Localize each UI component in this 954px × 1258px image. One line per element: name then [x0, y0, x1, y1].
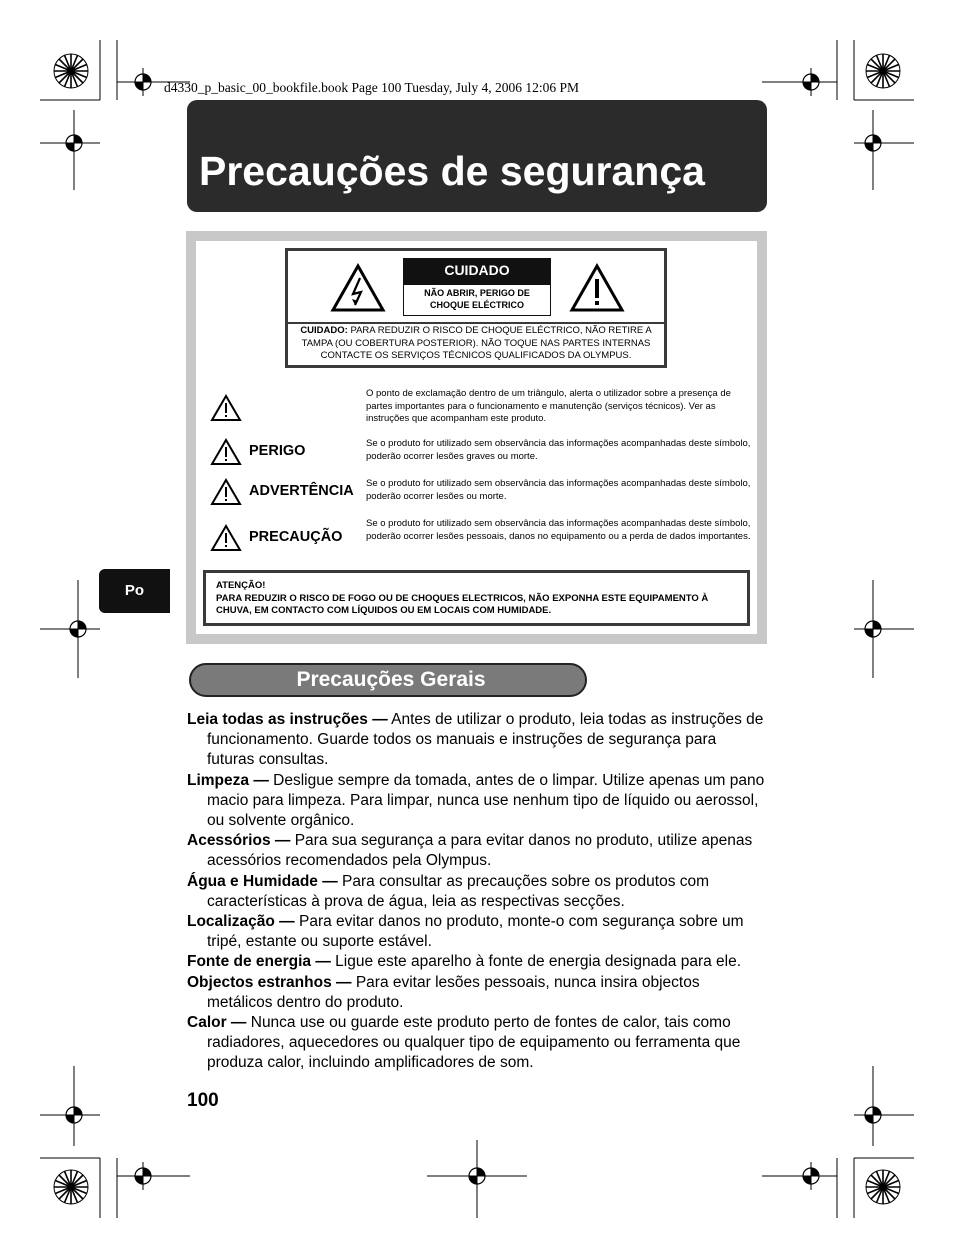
paragraph-term: Limpeza —	[187, 771, 269, 789]
symbol-desc: Se o produto for utilizado sem observância das informações acompanhadas deste símbolo, poderão ocorrer lesões pessoais, danos no equipamento ou a perda de dados importantes.	[366, 518, 751, 542]
symbol-desc: Se o produto for utilizado sem observância das informações acompanhadas deste símbolo, poderão ocorrer lesões graves ou morte.	[366, 438, 751, 462]
registration-mark	[54, 1170, 88, 1204]
symbol-desc: Se o produto for utilizado sem observância das informações acompanhadas deste símbolo, poderão ocorrer lesões ou morte.	[366, 478, 751, 502]
caution-label: CUIDADO	[403, 258, 551, 284]
caution-text-body: PARA REDUZIR O RISCO DE CHOQUE ELÉCTRICO, NÃO RETIRE A TAMPA (OU COBERTURA POSTERIOR). NÃO TOQUE NAS PARTES INTERNAS CONTACTE OS SERVIÇOS TÉCNICOS QUALIFICADOS DA OLYMPUS.	[301, 325, 652, 361]
registration-mark	[866, 54, 900, 88]
caution-sub-line2: CHOQUE ELÉCTRICO	[429, 300, 524, 310]
paragraph-term: Calor —	[187, 1014, 247, 1032]
paragraph-text: Antes de utilizar o produto, leia todas as instruções de funcionamento. Guarde todos os manuais e instruções de segurança para futuras consultas.	[207, 711, 764, 769]
registration-mark	[866, 1170, 900, 1204]
paragraph-text: Nunca use ou guarde este produto perto de fontes de calor, tais como radiadores, aquecedores ou qualquer tipo de equipamento ou ferramenta que produza calor, incluindo amplificadores de som.	[207, 1014, 741, 1072]
warning-body: PARA REDUZIR O RISCO DE FOGO OU DE CHOQUES ELECTRICOS, NÃO EXPONHA ESTE EQUIPAMENTO À CHUVA, EM CONTACTO COM LÍQUIDOS OU EM LOCAIS COM HUMIDADE.	[216, 592, 709, 616]
caution-text-bold: CUIDADO:	[300, 325, 348, 336]
symbol-label: PRECAUÇÃO	[249, 529, 343, 545]
symbol-desc: O ponto de exclamação dentro de um triângulo, alerta o utilizador sobre a presença de partes importantes para o funcionamento e manutenção (serviços técnicos). Ver as instruções que acompanham este produto.	[366, 388, 731, 424]
section-title: Precauções Gerais	[296, 668, 486, 691]
paragraph-term: Objectos estranhos —	[187, 973, 352, 991]
paragraph-term: Acessórios —	[187, 832, 291, 850]
print-header-line: d4330_p_basic_00_bookfile.book Page 100 Tuesday, July 4, 2006 12:06 PM	[164, 80, 579, 95]
paragraph-term: Localização —	[187, 913, 295, 931]
warning-heading: ATENÇÃO!	[216, 580, 266, 591]
page-title: Precauções de segurança	[199, 148, 705, 194]
paragraph-text: Ligue este aparelho à fonte de energia designada para ele.	[330, 953, 742, 971]
paragraph-text: Para consultar as precauções sobre os produtos com características à prova de água, leia as respectivas secções.	[207, 872, 710, 910]
paragraph-term: Água e Humidade —	[187, 872, 338, 890]
paragraph-text: Desligue sempre da tomada, antes de o limpar. Utilize apenas um pano macio para limpeza. Para limpar, nunca use nenhum tipo de líquido ou aerossol, ou solvente orgânico.	[207, 771, 765, 830]
paragraph-text: Para evitar lesões pessoais, nunca insira objectos metálicos dentro do produto.	[207, 973, 700, 1011]
paragraph-term: Fonte de energia —	[187, 953, 331, 971]
symbol-label: PERIGO	[249, 443, 306, 459]
page-number: 100	[187, 1090, 219, 1111]
language-tab: Po	[99, 569, 170, 613]
paragraph-text: Para sua segurança a para evitar danos no produto, utilize apenas acessórios recomendados pela Olympus.	[207, 832, 753, 870]
caution-sub-line1: NÃO ABRIR, PERIGO DE	[424, 288, 530, 298]
symbol-label: ADVERTÊNCIA	[249, 483, 354, 499]
paragraph-term: Leia todas as instruções —	[187, 711, 388, 728]
registration-mark	[54, 54, 88, 88]
paragraph-text: Para evitar danos no produto, monte-o com segurança sobre um tripé, estante ou suporte estável.	[207, 913, 744, 951]
crop-lines	[40, 40, 914, 1218]
